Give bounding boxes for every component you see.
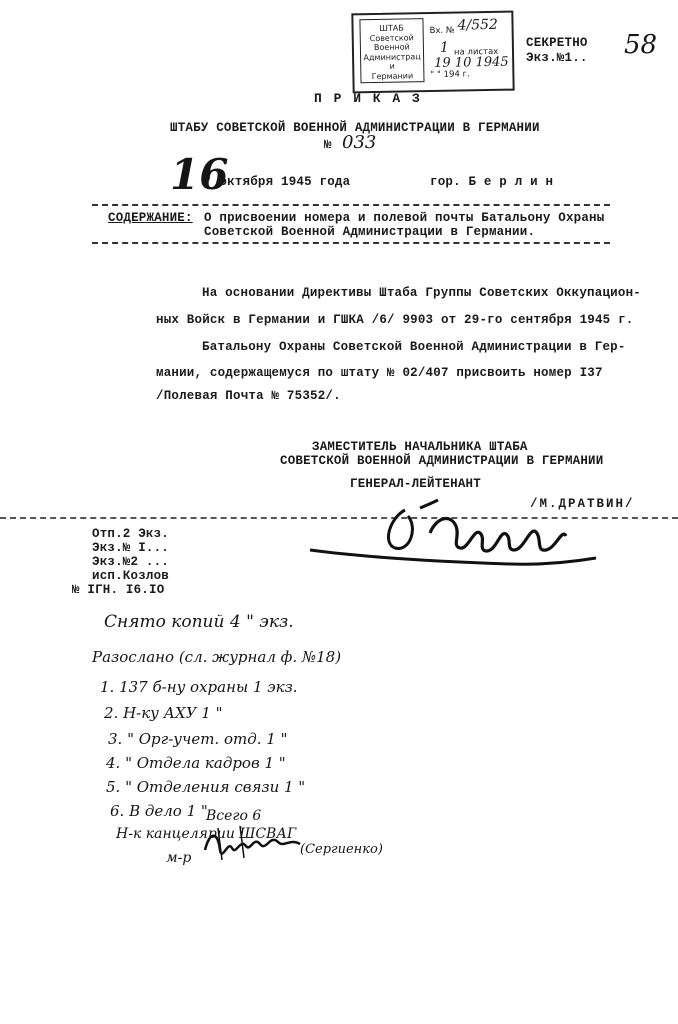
handwritten-item: 2. Н-ку АХУ 1 " xyxy=(104,704,223,722)
body-line: ных Войск в Германии и ГШКА /6/ 9903 от 29-го сентября 1945 г. xyxy=(156,313,634,327)
stamp-line: Советской xyxy=(369,32,414,43)
handwritten-item: 4. " Отдела кадров 1 " xyxy=(106,754,286,772)
document-title: П Р И К А З xyxy=(314,91,422,106)
handwritten-chief: Н-к канцелярии ШСВАГ xyxy=(116,826,297,842)
stamp-line: Военной xyxy=(373,42,410,53)
handwritten-major: м-р xyxy=(166,850,192,866)
subject-line-2: Советской Военной Администрации в Германии. xyxy=(204,225,536,239)
body-line: Батальону Охраны Советской Военной Администрации в Гер- xyxy=(202,340,626,354)
signatory-rank: ГЕНЕРАЛ-ЛЕЙТЕНАНТ xyxy=(350,477,481,491)
signature-scribble xyxy=(310,488,600,583)
stamp-organization-box xyxy=(359,18,424,83)
stamp-no-label: Вх. № xyxy=(429,25,455,37)
handwritten-name: (Сергиенко) xyxy=(300,842,383,857)
registration-stamp xyxy=(351,11,514,94)
stamp-no-value: 4/552 xyxy=(457,16,499,34)
order-number-value: 033 xyxy=(342,132,377,153)
separator-bottom xyxy=(92,242,610,244)
stamp-date-label: " " 194 г. xyxy=(430,69,470,81)
handwritten-total: Всего 6 xyxy=(206,808,262,824)
order-number-label: № xyxy=(324,138,332,152)
subject-line-1: О присвоении номера и полевой почты Батальону Охраны xyxy=(204,211,605,225)
secret-label: СЕКРЕТНО xyxy=(526,36,588,50)
handwritten-sent: Разослано (сл. журнал ф. №18) xyxy=(92,648,342,666)
stamp-sheets-label: на листах xyxy=(453,46,499,58)
separator-top xyxy=(92,204,610,206)
signatory-title-2: СОВЕТСКОЙ ВОЕННОЙ АДМИНИСТРАЦИИ В ГЕРМАНИИ xyxy=(280,454,604,468)
order-city: гор. Б е р л и н xyxy=(430,175,554,189)
stamp-line: ШТАБ xyxy=(379,23,404,33)
subject-label: СОДЕРЖАНИЕ: xyxy=(108,211,193,225)
stamp-line: Германии xyxy=(371,70,414,81)
distribution-line: Экз.№ I... xyxy=(92,541,170,555)
body-line: мании, содержащемуся по штату № 02/407 присвоить номер I37 xyxy=(156,366,603,380)
handwritten-signature xyxy=(200,820,310,870)
order-date-text: " октября 1945 года xyxy=(204,175,351,189)
page-number: 58 xyxy=(624,30,658,60)
stamp-date-value: 19 10 1945 xyxy=(434,54,509,71)
copy-number: Экз.№1.. xyxy=(526,51,588,65)
signatory-name: /М.ДРАТВИН/ xyxy=(530,497,635,511)
stamp-line: и xyxy=(389,61,395,71)
order-date-day: 16 xyxy=(170,150,229,199)
distribution-line: исп.Козлов xyxy=(92,569,170,583)
body-line: /Полевая Почта № 75352/. xyxy=(156,389,341,403)
distribution-line: № IГН. I6.IO xyxy=(72,583,165,597)
document-subtitle: ШТАБУ СОВЕТСКОЙ ВОЕННОЙ АДМИНИСТРАЦИИ В ГЕРМАНИИ xyxy=(170,121,540,135)
handwritten-copies: Снято копий 4 " экз. xyxy=(104,612,294,632)
stamp-sheets-value: 1 xyxy=(439,39,449,56)
handwritten-item: 6. В дело 1 " xyxy=(110,802,208,820)
stamp-line: Администрац xyxy=(363,51,421,62)
distribution-line: Отп.2 Экз. xyxy=(92,527,170,541)
handwritten-item: 5. " Отделения связи 1 " xyxy=(106,778,306,796)
handwritten-item: 3. " Орг-учет. отд. 1 " xyxy=(108,730,288,748)
body-line: На основании Директивы Штаба Группы Советских Оккупацион- xyxy=(202,286,641,300)
signatory-title-1: ЗАМЕСТИТЕЛЬ НАЧАЛЬНИКА ШТАБА xyxy=(312,440,528,454)
distribution-line: Экз.№2 ... xyxy=(92,555,170,569)
handwritten-item: 1. 137 б-ну охраны 1 экз. xyxy=(100,678,298,696)
